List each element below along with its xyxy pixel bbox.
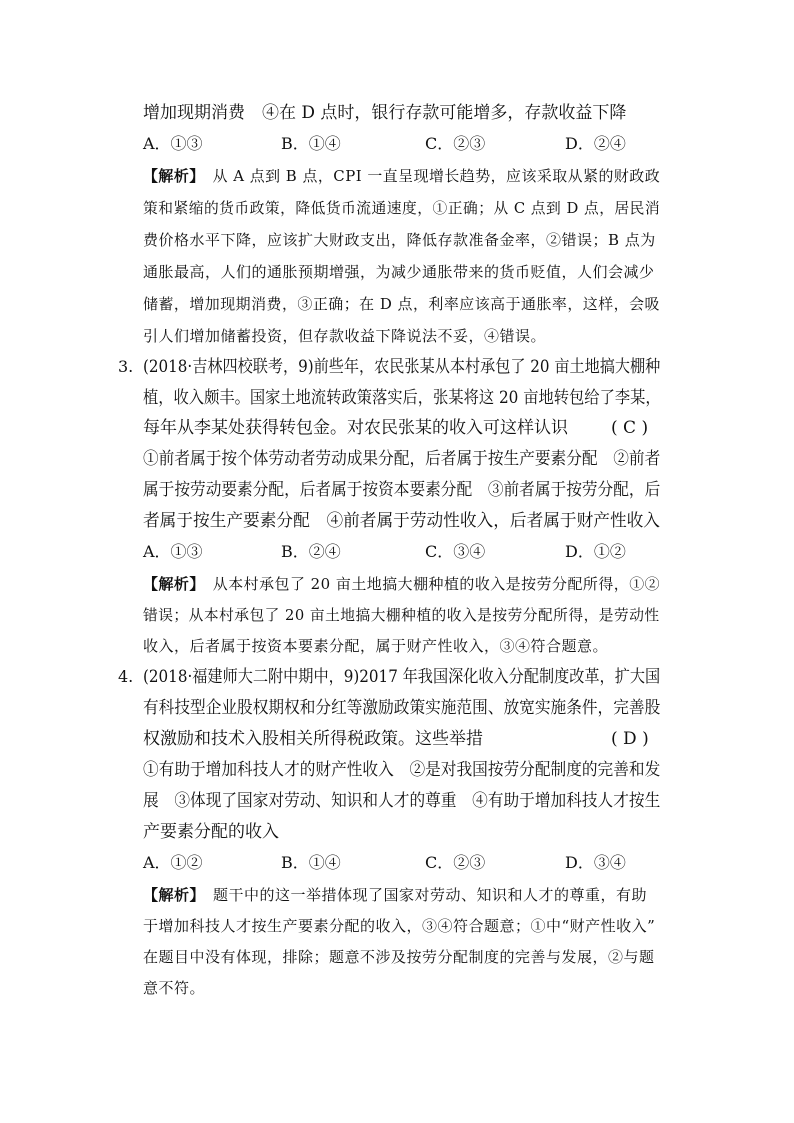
q3-analysis-line-2: 错误；从本村承包了 20 亩土地搞大棚种植的收入是按劳分配所得，是劳动性 [143, 606, 660, 624]
q2-analysis-tag: 【解析】 [143, 167, 198, 185]
q4-analysis-text: 题干中的这一举措体现了国家对劳动、知识和人才的尊重，有助 [213, 886, 648, 904]
q3-statement-line-1: ①前者属于按个体劳动者劳动成果分配，后者属于按生产要素分配 ②前者 [143, 449, 661, 469]
q3-option-b: B．②④ [281, 542, 341, 561]
q4-option-b: B．①④ [281, 853, 341, 872]
q3-analysis-line-1 [143, 574, 660, 594]
q4-statement-line-2: 展 ③体现了国家对劳动、知识和人才的尊重 ④有助于增加科技人才按生 [143, 791, 661, 811]
q2-options [143, 134, 663, 154]
q4-stem-line-1: (2018·福建师大二附中期中，9)2017 年我国深化收入分配制度改革，扩大国 [143, 667, 661, 687]
q4-number: 4. [118, 667, 134, 686]
q2-analysis-line-4: 通胀最高，人们的通胀预期增强，为减少通胀带来的货币贬值，人们会减少 [143, 263, 655, 281]
q4-analysis-line-3: 在题目中没有体现，排除；题意不涉及按劳分配制度的完善与发展，②与题 [143, 948, 655, 966]
q2-analysis-line-1 [143, 166, 660, 186]
q2-option-a: A．①③ [143, 134, 203, 153]
q3-options [143, 542, 663, 562]
q3-analysis-tag: 【解析】 [143, 575, 198, 593]
q3-option-d: D．①② [565, 542, 626, 561]
q4-statement-line-3: 产要素分配的收入 [143, 822, 279, 842]
q4-stem-line-3 [143, 729, 649, 749]
q3-option-a: A．①③ [143, 542, 203, 561]
q2-analysis-line-5: 储蓄，增加现期消费，③正确；在 D 点，利率应该高于通胀率，这样，会吸 [143, 295, 661, 313]
q3-option-c: C．③④ [425, 542, 486, 561]
q2-analysis-line-6: 引人们增加储蓄投资，但存款收益下降说法不妥，④错误。 [143, 327, 547, 345]
q2-option-b: B．①④ [281, 134, 341, 153]
q4-analysis-line-1 [143, 885, 647, 905]
q3-stem-line-3 [143, 418, 649, 438]
q4-statement-line-1: ①有助于增加科技人才的财产性收入 ②是对我国按劳分配制度的完善和发 [143, 760, 661, 780]
q3-statement-line-3: 者属于按生产要素分配 ④前者属于劳动性收入，后者属于财产性收入 [143, 511, 660, 531]
q4-stem-line-2: 有科技型企业股权期权和分红等激励政策实施范围、放宽实施条件，完善股 [143, 698, 661, 718]
q4-option-a: A．①② [143, 853, 203, 872]
q3-stem-text: 每年从李某处获得转包金。对农民张某的收入可这样认识 [143, 418, 568, 438]
q3-statement-line-2: 属于按劳动要素分配，后者属于按资本要素分配 ③前者属于按劳分配，后 [143, 480, 661, 500]
q2-analysis-line-3: 费价格水平下降，应该扩大财政支出，降低存款准备金率，②错误；B 点为 [143, 231, 656, 249]
q4-option-c: C．②③ [425, 853, 486, 872]
q2-option-d: D．②④ [565, 134, 626, 153]
q4-answer: ( D ) [611, 729, 649, 749]
q2-analysis-line-2: 策和紧缩的货币政策，降低货币流通速度，①正确；从 C 点到 D 点，居民消 [143, 199, 661, 217]
q4-analysis-line-4: 意不符。 [143, 979, 206, 997]
q4-analysis-tag: 【解析】 [143, 886, 198, 904]
q3-analysis-line-3: 收入，后者属于按资本要素分配，属于财产性收入，③④符合题意。 [143, 637, 609, 655]
q3-analysis-text: 从本村承包了 20 亩土地搞大棚种植的收入是按劳分配所得，①② [212, 575, 661, 593]
q3-stem-line-2: 植，收入颇丰。国家土地流转政策落实后，张某将这 20 亩地转包给了李某， [143, 388, 661, 408]
q3-stem-line-1: (2018·吉林四校联考，9)前些年，农民张某从本村承包了 20 亩土地搞大棚种 [143, 357, 661, 377]
q4-stem-text: 权激励和技术入股相关所得税政策。这些举措 [143, 729, 483, 749]
q3-answer: ( C ) [611, 418, 649, 438]
q4-analysis-line-2: 于增加科技人才按生产要素分配的收入，③④符合题意；①中“财产性收入” [143, 917, 656, 935]
q4-options [143, 853, 663, 873]
q2-statement-line: 增加现期消费 ④在 D 点时，银行存款可能增多，存款收益下降 [143, 103, 627, 123]
q2-option-c: C．②③ [425, 134, 486, 153]
q4-option-d: D．③④ [565, 853, 626, 872]
q2-analysis-text: 从 A 点到 B 点，CPI 一直呈现增长趋势，应该采取从紧的财政政 [212, 167, 661, 185]
q3-number: 3. [118, 357, 134, 376]
